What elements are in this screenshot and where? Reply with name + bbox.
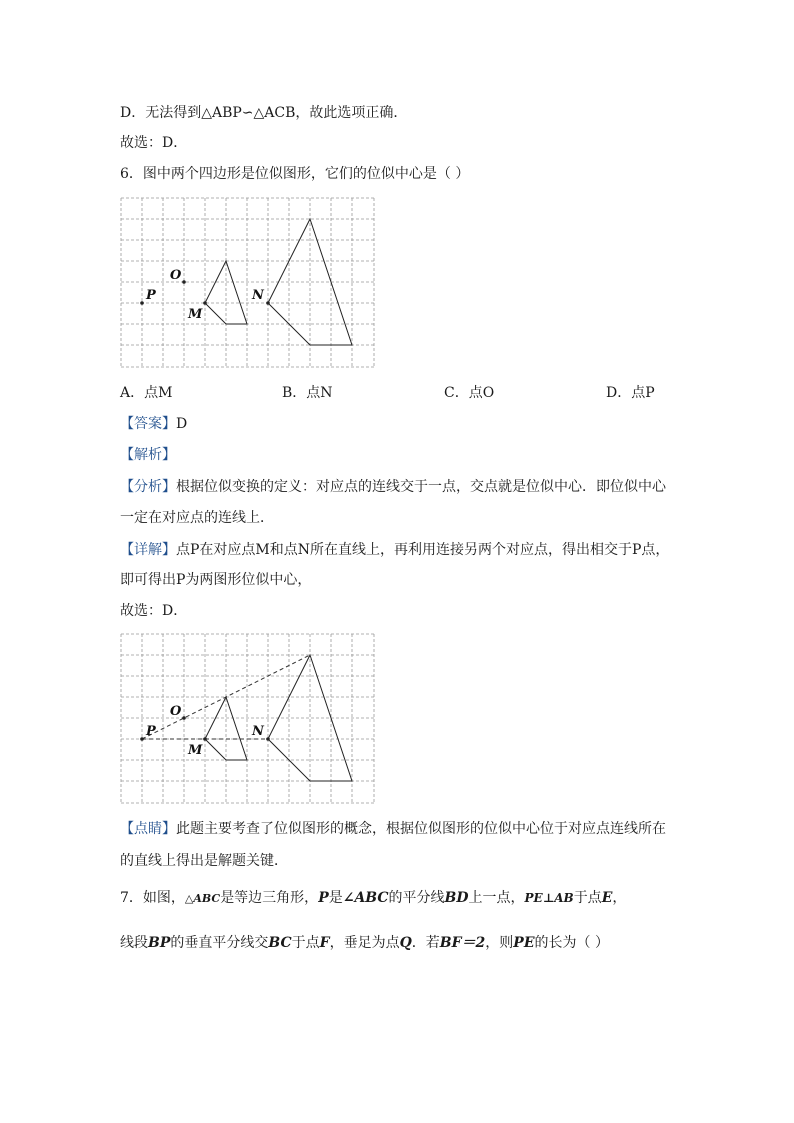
figure-homothety-1 bbox=[120, 197, 378, 369]
fenxi-line-1 bbox=[120, 477, 666, 497]
question-7-line-1 bbox=[120, 888, 626, 909]
q7-segment-bc: BC bbox=[268, 935, 292, 951]
answer-value: D bbox=[176, 416, 188, 432]
point-m-2 bbox=[203, 737, 207, 741]
large-quadrilateral bbox=[268, 219, 352, 345]
q7-pe-perp-ab: PE⊥AB bbox=[524, 891, 574, 905]
answer-line bbox=[120, 414, 187, 434]
q7-text: ，则 bbox=[485, 935, 514, 951]
q7-text: 于点 bbox=[573, 890, 602, 906]
label-p-2: P bbox=[146, 724, 156, 739]
q7-segment-bd: BD bbox=[444, 890, 469, 906]
q7-point-e: E bbox=[601, 890, 613, 906]
grid-lines-2 bbox=[121, 634, 376, 803]
q7-angle-abc: ∠ABC bbox=[342, 890, 389, 906]
fenxi-tag: 【分析】 bbox=[120, 479, 176, 495]
q7-text: ，垂足为点 bbox=[329, 935, 400, 951]
label-m-2: M bbox=[188, 743, 203, 758]
answer-tag: 【答案】 bbox=[120, 416, 176, 432]
dianjing-line-2: 的直线上得出是解题关键． bbox=[120, 853, 288, 869]
q7-text: 的垂直平分线交 bbox=[170, 935, 269, 951]
point-p bbox=[140, 301, 144, 305]
large-quadrilateral-2 bbox=[268, 655, 352, 781]
q7-segment-bp: BP bbox=[148, 935, 171, 951]
dianjing-line-1 bbox=[120, 819, 666, 839]
label-p: P bbox=[146, 288, 156, 303]
option-b: B．点N bbox=[282, 385, 333, 401]
q7-text: 的长为（ ） bbox=[534, 935, 609, 951]
point-n-2 bbox=[266, 737, 270, 741]
point-m bbox=[203, 301, 207, 305]
q7-text: 于点 bbox=[291, 935, 320, 951]
q7-text: ．若 bbox=[411, 935, 440, 951]
q7-segment-pe: PE bbox=[513, 935, 535, 951]
grid-lines bbox=[121, 198, 376, 367]
q7-text: 是等边三角形， bbox=[220, 890, 319, 906]
q7-point-p: P bbox=[318, 890, 329, 906]
label-n-2: N bbox=[252, 724, 264, 739]
q7-text: 上一点， bbox=[468, 890, 525, 906]
option-a: A．点M bbox=[120, 385, 173, 401]
choice-statement: 故选：D． bbox=[120, 135, 188, 151]
xiangjie-tag: 【详解】 bbox=[120, 542, 176, 558]
xiangjie-text-1: 点P在对应点M和点N所在直线上，再利用连接另两个对应点，得出相交于P点， bbox=[176, 542, 670, 558]
q7-text: ， bbox=[612, 890, 627, 906]
q7-text: 线段 bbox=[120, 935, 148, 951]
choice-statement-2: 故选：D． bbox=[120, 603, 188, 619]
figure-homothety-2 bbox=[120, 633, 378, 805]
dianjing-text-1: 此题主要考查了位似图形的概念，根据位似图形的位似中心位于对应点连线所在 bbox=[176, 821, 666, 837]
q7-triangle-abc: △ABC bbox=[184, 892, 221, 905]
option-d-conclusion: D．无法得到△ABP∽△ACB，故此选项正确． bbox=[120, 105, 408, 121]
q7-bf-equals-2: BF＝2 bbox=[439, 935, 486, 951]
q7-point-q: Q bbox=[399, 935, 412, 951]
point-n bbox=[266, 301, 270, 305]
point-o bbox=[182, 280, 186, 284]
point-o-2 bbox=[182, 716, 186, 720]
xiangjie-line-1 bbox=[120, 540, 669, 560]
fenxi-line-2: 一定在对应点的连线上． bbox=[120, 510, 274, 526]
label-o: O bbox=[170, 268, 182, 283]
option-c: C．点O bbox=[444, 385, 495, 401]
dianjing-tag: 【点睛】 bbox=[120, 821, 176, 837]
q7-text: 7．如图， bbox=[120, 890, 185, 906]
label-o-2: O bbox=[170, 704, 182, 719]
q7-text: 的平分线 bbox=[388, 890, 445, 906]
option-d: D．点P bbox=[606, 385, 655, 401]
label-m: M bbox=[188, 307, 203, 322]
question-6-stem: 6．图中两个四边形是位似图形，它们的位似中心是（ ） bbox=[120, 166, 470, 182]
q7-text: 是 bbox=[328, 890, 343, 906]
xiangjie-line-2: 即可得出P为两图形位似中心， bbox=[120, 572, 312, 588]
analysis-tag: 【解析】 bbox=[120, 447, 176, 463]
point-p-2 bbox=[140, 737, 144, 741]
question-7-line-2 bbox=[120, 933, 609, 953]
q7-point-f: F bbox=[319, 935, 330, 951]
label-n: N bbox=[252, 288, 264, 303]
fenxi-text-1: 根据位似变换的定义：对应点的连线交于一点，交点就是位似中心．即位似中心 bbox=[176, 479, 666, 495]
